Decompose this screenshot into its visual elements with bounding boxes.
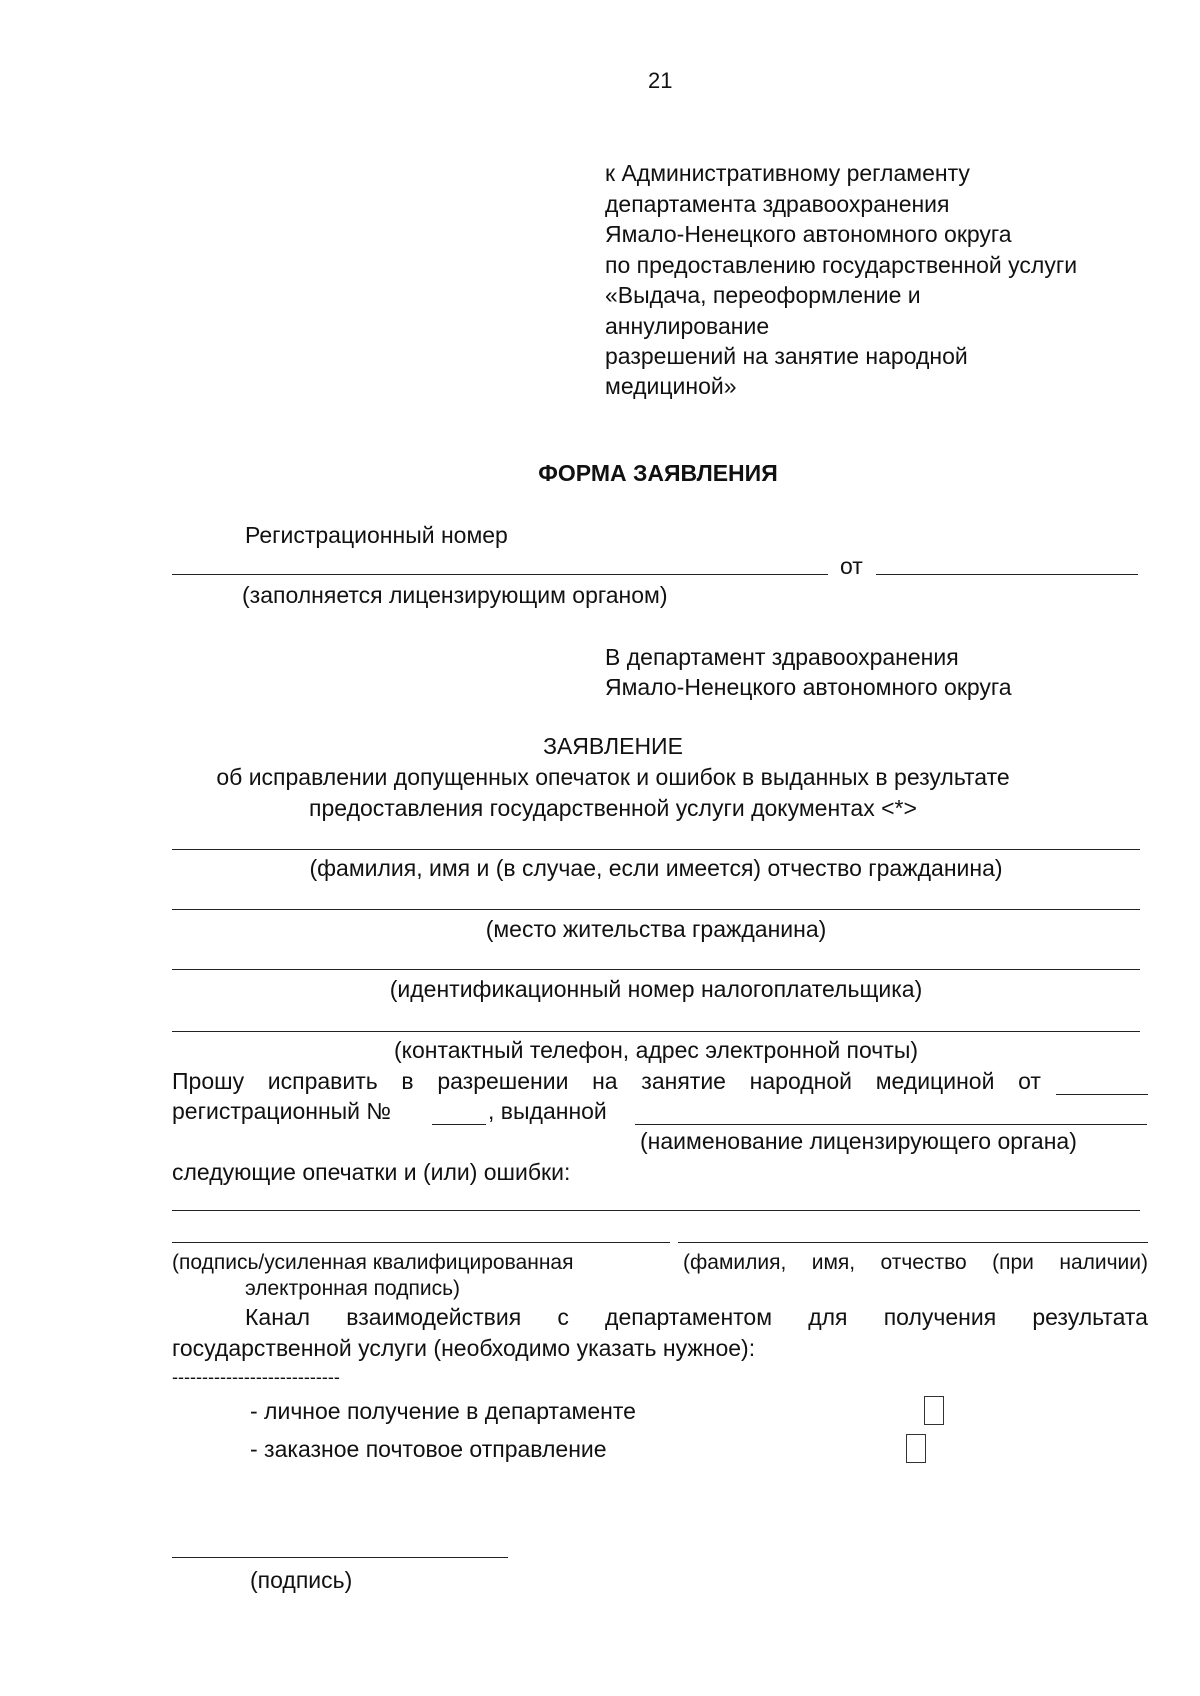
channel-word: получения (883, 1304, 997, 1330)
reg-number-label: регистрационный № (172, 1098, 392, 1124)
residence-caption: (место жительства гражданина) (485, 916, 827, 942)
caption-word: наличии) (1059, 1251, 1148, 1274)
appendix-line: Ямало-Ненецкого автономного округа (605, 221, 1012, 247)
request-word: от (1018, 1068, 1041, 1094)
full-name-caption (683, 1248, 1148, 1278)
reg-number-line (432, 1124, 486, 1125)
request-word: Прошу (172, 1068, 245, 1094)
registration-number-line (172, 574, 828, 575)
option-mail-label: - заказное почтовое отправление (250, 1436, 607, 1462)
request-date-line (1056, 1094, 1148, 1095)
request-word: занятие (641, 1068, 726, 1094)
inn-line (172, 969, 1140, 970)
applicant-name-line (172, 849, 1140, 850)
option-personal-checkbox[interactable] (924, 1396, 944, 1425)
statement-subtitle: об исправлении допущенных опечаток и ошибок в выданных в результате (216, 764, 1010, 790)
addressee-line: В департамент здравоохранения (605, 644, 959, 670)
errors-label: следующие опечатки и (или) ошибки: (172, 1159, 571, 1185)
signature-line (172, 1242, 670, 1243)
appendix-line: департамента здравоохранения (605, 191, 950, 217)
channel-line (245, 1302, 1148, 1332)
request-word: в (401, 1068, 414, 1094)
caption-word: (при (992, 1251, 1034, 1274)
request-word: медициной (875, 1068, 995, 1094)
errors-line (172, 1210, 1140, 1211)
residence-line (172, 909, 1140, 910)
request-word: на (592, 1068, 618, 1094)
page-number: 21 (648, 68, 673, 93)
option-personal-label: - личное получение в департаменте (250, 1398, 636, 1424)
form-title: ФОРМА ЗАЯВЛЕНИЯ (538, 460, 778, 486)
appendix-line: к Административному регламенту (605, 160, 970, 186)
addressee-line: Ямало-Ненецкого автономного округа (605, 674, 1012, 700)
channel-word: с (557, 1304, 569, 1330)
issuing-authority-line (635, 1124, 1147, 1125)
final-signature-line (172, 1557, 508, 1558)
channel-word: Канал (245, 1304, 311, 1330)
statement-subtitle: предоставления государственной услуги документах <*> (309, 795, 917, 821)
final-signature-caption: (подпись) (250, 1567, 353, 1593)
channel-line: государственной услуги (необходимо указать нужное): (172, 1335, 756, 1361)
contacts-caption: (контактный телефон, адрес электронной почты) (393, 1037, 919, 1063)
appendix-line: медициной» (605, 373, 737, 399)
option-mail-checkbox[interactable] (906, 1434, 926, 1463)
signature-caption: (подпись/усиленная квалифицированная (172, 1251, 574, 1274)
inn-caption: (идентификационный номер налогоплательщика) (389, 976, 923, 1002)
appendix-line: по предоставлению государственной услуги (605, 252, 1078, 278)
full-name-line (678, 1242, 1148, 1243)
channel-word: департаментом (605, 1304, 773, 1330)
request-word: разрешении (437, 1068, 569, 1094)
issuing-authority-caption: (наименование лицензирующего органа) (640, 1128, 1077, 1154)
channel-word: взаимодействия (346, 1304, 522, 1330)
issued-label: , выданной (488, 1098, 607, 1124)
appendix-line: разрешений на занятие народной (605, 343, 968, 369)
footnote-separator: ---------------------------- (172, 1367, 340, 1387)
request-line (172, 1066, 1041, 1096)
registration-label: Регистрационный номер (245, 522, 508, 548)
channel-word: результата (1032, 1304, 1148, 1330)
channel-word: для (808, 1304, 848, 1330)
statement-title: ЗАЯВЛЕНИЕ (543, 733, 683, 759)
request-word: народной (749, 1068, 852, 1094)
appendix-line: аннулирование (605, 313, 770, 339)
signature-caption: электронная подпись) (245, 1277, 461, 1300)
request-word: исправить (267, 1068, 378, 1094)
caption-word: отчество (880, 1251, 967, 1274)
registration-from-label: от (840, 553, 863, 579)
registration-date-line (876, 574, 1138, 575)
appendix-line: «Выдача, переоформление и (605, 282, 921, 308)
caption-word: имя, (811, 1251, 856, 1274)
registration-note: (заполняется лицензирующим органом) (242, 582, 668, 608)
applicant-name-caption: (фамилия, имя и (в случае, если имеется) отчество гражданина) (309, 855, 1003, 881)
caption-word: (фамилия, (683, 1251, 787, 1274)
contacts-line (172, 1031, 1140, 1032)
